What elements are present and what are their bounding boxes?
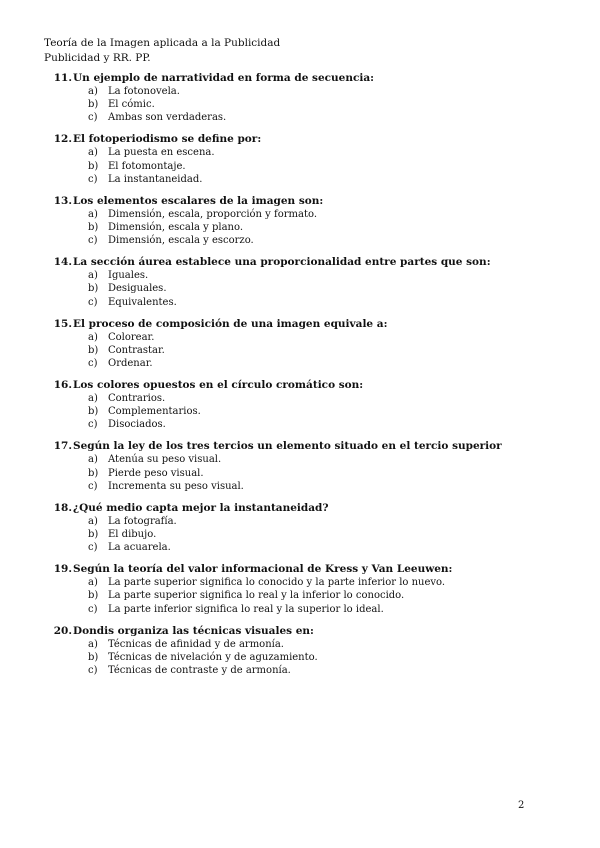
option-item bbox=[88, 589, 570, 602]
question-title bbox=[50, 256, 570, 269]
question-title bbox=[50, 195, 570, 208]
option-item bbox=[88, 392, 570, 405]
option-letter: a) bbox=[88, 208, 98, 220]
page-number: 2 bbox=[518, 800, 525, 811]
question-item bbox=[50, 440, 570, 493]
question-item bbox=[50, 563, 570, 616]
option-letter: c) bbox=[88, 542, 98, 554]
option-letter: b) bbox=[88, 590, 99, 602]
option-item bbox=[88, 269, 570, 282]
question-number: 19. bbox=[53, 563, 72, 576]
option-text: La parte superior significa lo conocido y la parte inferior lo nuevo. bbox=[108, 577, 446, 589]
option-letter: c) bbox=[88, 480, 98, 492]
option-item bbox=[88, 603, 570, 616]
option-item bbox=[88, 146, 570, 159]
option-item bbox=[88, 651, 570, 664]
option-letter: c) bbox=[88, 419, 98, 431]
option-text: Disociados. bbox=[108, 419, 166, 431]
option-text: Dimensión, escala y escorzo. bbox=[108, 235, 254, 247]
question-number: 17. bbox=[53, 440, 72, 453]
option-letter: a) bbox=[88, 147, 98, 159]
question-number: 13. bbox=[53, 194, 72, 207]
option-letter: c) bbox=[88, 112, 98, 124]
option-letter: c) bbox=[88, 235, 98, 247]
option-text: Pierde peso visual. bbox=[108, 467, 204, 479]
question-item bbox=[50, 195, 570, 248]
option-text: Técnicas de nivelación y de aguzamiento. bbox=[108, 651, 318, 663]
option-letter: a) bbox=[88, 515, 98, 527]
option-letter: b) bbox=[88, 283, 99, 295]
document-header bbox=[44, 36, 280, 66]
option-text: La instantaneidad. bbox=[108, 173, 203, 185]
option-text: La parte inferior significa lo real y la superior lo ideal. bbox=[108, 603, 384, 615]
option-letter: b) bbox=[88, 467, 99, 479]
option-item bbox=[88, 405, 570, 418]
option-text: La puesta en escena. bbox=[108, 147, 215, 159]
question-number: 18. bbox=[53, 501, 72, 514]
question-number: 12. bbox=[53, 133, 72, 146]
option-text: El dibujo. bbox=[108, 529, 157, 541]
option-letter: c) bbox=[88, 358, 98, 370]
option-text: La parte superior significa lo real y la inferior lo conocido. bbox=[108, 590, 405, 602]
option-letter: a) bbox=[88, 270, 98, 282]
option-text: Contrastar. bbox=[108, 344, 165, 356]
option-letter: a) bbox=[88, 454, 98, 466]
option-letter: b) bbox=[88, 651, 99, 663]
option-item bbox=[88, 541, 570, 554]
option-item bbox=[88, 344, 570, 357]
option-text: Incrementa su peso visual. bbox=[108, 480, 244, 492]
question-item bbox=[50, 379, 570, 432]
question-text: Según la teoría del valor informacional de Kress y Van Leeuwen: bbox=[73, 563, 453, 576]
option-item bbox=[88, 221, 570, 234]
option-item bbox=[88, 173, 570, 186]
question-title bbox=[50, 379, 570, 392]
option-item bbox=[88, 638, 570, 651]
question-title bbox=[50, 318, 570, 331]
option-letter: c) bbox=[88, 296, 98, 308]
question-item bbox=[50, 502, 570, 555]
question-title bbox=[50, 625, 570, 638]
option-text: La fotonovela. bbox=[108, 86, 180, 97]
question-text: El proceso de composición de una imagen equivale a: bbox=[73, 317, 388, 330]
degree-title: Publicidad y RR. PP. bbox=[44, 52, 151, 64]
option-text: El fotomontaje. bbox=[108, 160, 186, 172]
question-text: Dondis organiza las técnicas visuales en: bbox=[73, 624, 314, 637]
option-item bbox=[88, 480, 570, 493]
option-item bbox=[88, 296, 570, 309]
question-number: 20. bbox=[53, 624, 72, 637]
option-letter: b) bbox=[88, 529, 99, 541]
option-letter: c) bbox=[88, 665, 98, 677]
option-item bbox=[88, 98, 570, 111]
question-text: Un ejemplo de narratividad en forma de secuencia: bbox=[73, 72, 375, 84]
option-letter: b) bbox=[88, 222, 99, 234]
question-text: Según la ley de los tres tercios un elemento situado en el tercio superior bbox=[73, 440, 502, 453]
option-text: Contrarios. bbox=[108, 393, 166, 405]
option-letter: b) bbox=[88, 160, 99, 172]
option-item bbox=[88, 160, 570, 173]
question-text: El fotoperiodismo se define por: bbox=[73, 133, 262, 146]
option-letter: a) bbox=[88, 577, 98, 589]
option-letter: a) bbox=[88, 331, 98, 343]
question-text: ¿Qué medio capta mejor la instantaneidad? bbox=[73, 501, 329, 514]
question-text: Los elementos escalares de la imagen son: bbox=[73, 194, 324, 207]
option-item bbox=[88, 664, 570, 677]
option-text: El cómic. bbox=[108, 99, 155, 111]
option-item bbox=[88, 357, 570, 370]
option-item bbox=[88, 331, 570, 344]
option-text: Desiguales. bbox=[108, 283, 167, 295]
question-item bbox=[50, 625, 570, 678]
option-letter: c) bbox=[88, 173, 98, 185]
option-text: La acuarela. bbox=[108, 542, 171, 554]
option-text: Complementarios. bbox=[108, 406, 201, 418]
question-number: 15. bbox=[53, 317, 72, 330]
question-item bbox=[50, 133, 570, 186]
question-list bbox=[50, 72, 570, 686]
option-letter: a) bbox=[88, 86, 98, 97]
question-title bbox=[50, 72, 570, 85]
option-letter: c) bbox=[88, 603, 98, 615]
option-item bbox=[88, 282, 570, 295]
option-item bbox=[88, 528, 570, 541]
option-text: Ordenar. bbox=[108, 358, 153, 370]
question-title bbox=[50, 563, 570, 576]
option-letter: a) bbox=[88, 393, 98, 405]
option-item bbox=[88, 111, 570, 124]
option-item bbox=[88, 208, 570, 221]
option-letter: b) bbox=[88, 99, 99, 111]
question-title bbox=[50, 502, 570, 515]
question-number: 16. bbox=[53, 379, 72, 392]
option-item bbox=[88, 234, 570, 247]
option-text: Equivalentes. bbox=[108, 296, 177, 308]
option-text: Atenúa su peso visual. bbox=[108, 454, 222, 466]
option-text: Ambas son verdaderas. bbox=[108, 112, 227, 124]
option-item bbox=[88, 576, 570, 589]
option-item bbox=[88, 85, 570, 98]
option-letter: a) bbox=[88, 638, 98, 650]
option-text: Iguales. bbox=[108, 270, 149, 282]
question-item bbox=[50, 72, 570, 125]
question-title bbox=[50, 440, 570, 453]
option-text: Dimensión, escala y plano. bbox=[108, 222, 244, 234]
option-text: Técnicas de afinidad y de armonía. bbox=[108, 638, 284, 650]
option-text: Dimensión, escala, proporción y formato. bbox=[108, 208, 317, 220]
question-title bbox=[50, 133, 570, 146]
option-letter: b) bbox=[88, 344, 99, 356]
question-number: 14. bbox=[53, 256, 72, 269]
option-item bbox=[88, 467, 570, 480]
course-title: Teoría de la Imagen aplicada a la Publicidad bbox=[44, 37, 281, 49]
option-text: La fotografía. bbox=[108, 515, 177, 527]
option-item bbox=[88, 418, 570, 431]
option-item bbox=[88, 453, 570, 466]
option-text: Técnicas de contraste y de armonía. bbox=[108, 665, 291, 677]
question-item bbox=[50, 318, 570, 371]
question-text: La sección áurea establece una proporcionalidad entre partes que son: bbox=[73, 256, 491, 269]
question-number: 11. bbox=[53, 72, 72, 84]
option-text: Colorear. bbox=[108, 331, 155, 343]
option-letter: b) bbox=[88, 406, 99, 418]
question-item bbox=[50, 256, 570, 309]
question-text: Los colores opuestos en el círculo cromático son: bbox=[73, 379, 364, 392]
option-item bbox=[88, 515, 570, 528]
